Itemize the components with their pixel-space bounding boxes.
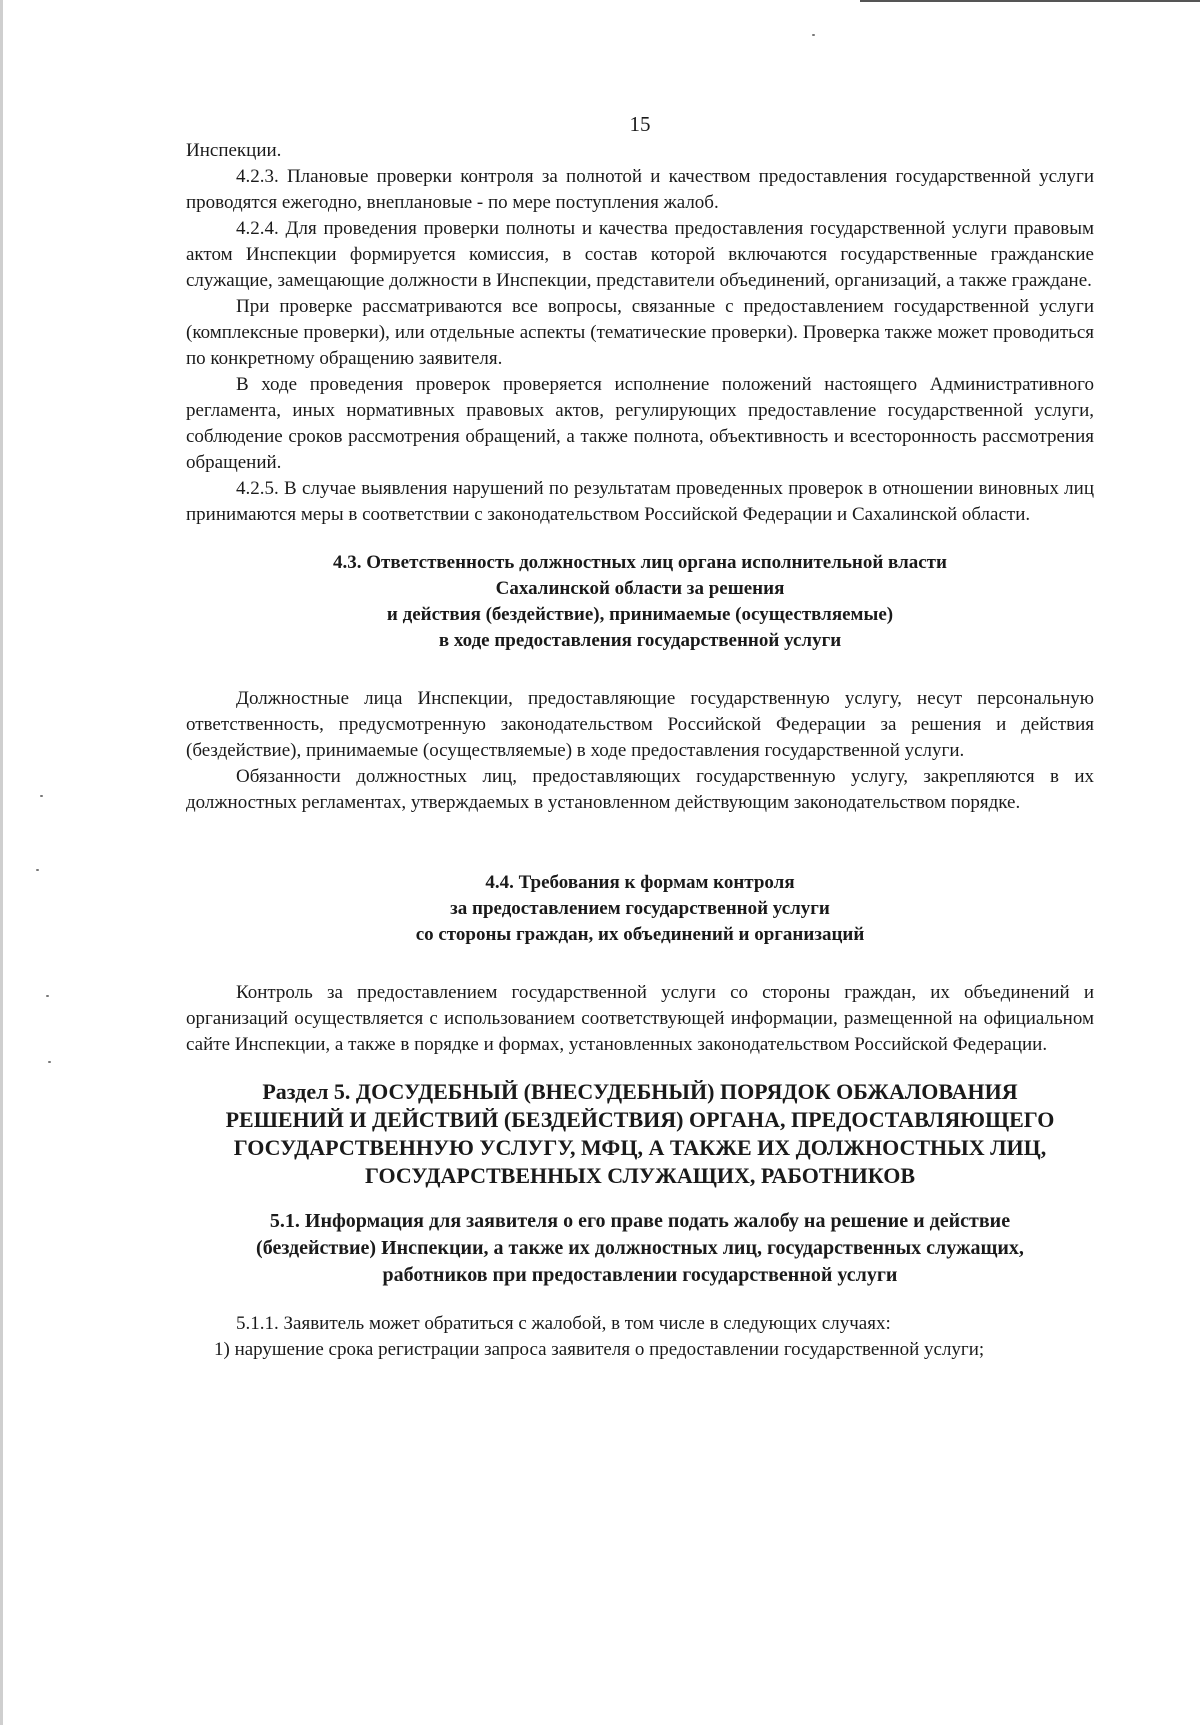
scan-left-edge	[0, 0, 3, 1725]
page-number: 15	[629, 112, 651, 136]
paragraph-4-2-3: 4.2.3. Плановые проверки контроля за полнотой и качеством предоставления государственной услуги проводятся ежегодно, внеплановые - по мере поступления жалоб.	[186, 166, 1094, 213]
heading-line: за предоставлением государственной услуги	[450, 898, 830, 919]
heading-line: ГОСУДАРСТВЕННЫХ СЛУЖАЩИХ, РАБОТНИКОВ	[365, 1163, 915, 1188]
heading-line: 4.4. Требования к формам контроля	[485, 872, 795, 893]
paragraph-4-2-4: 4.2.4. Для проведения проверки полноты и качества предоставления государственной услуги правовым актом Инспекции формируется комиссия, в состав которой включаются государственные гражданские служащие, замещающие должности в Инспекции, представители объединений, организаций, а также граждане.	[186, 218, 1094, 291]
heading-5-1	[186, 1208, 1094, 1289]
heading-line: и действия (бездействие), принимаемые (осуществляемые)	[386, 604, 894, 625]
paragraph-4-4-control: Контроль за предоставлением государственной услуги со стороны граждан, их объединений и организаций осуществляется с использованием соответствующей информации, размещенной на официальном сайте Инспекции, а также в порядке и формах, установленных законодательством Российской Федерации.	[186, 982, 1094, 1055]
scan-speck	[812, 34, 815, 36]
paragraph-continuation: Инспекции.	[186, 140, 282, 161]
heading-line: работников при предоставлении государственной услуги	[382, 1264, 898, 1286]
scan-speck	[48, 1061, 51, 1063]
heading-line: Сахалинской области за решения	[495, 578, 785, 599]
scan-top-edge	[860, 0, 1200, 2]
document-body	[186, 138, 1094, 1363]
scan-speck	[36, 869, 39, 871]
paragraph-4-3-responsibility: Должностные лица Инспекции, предоставляющие государственную услугу, несут персональную ответственность, предусмотренную законодательством Российской Федерации за решения и действия (бездействие), принимаемые (осуществляемые) в ходе предоставления государственной услуги.	[186, 688, 1094, 761]
paragraph-5-1-1: 5.1.1. Заявитель может обратиться с жалобой, в том числе в следующих случаях:	[236, 1313, 891, 1334]
heading-section-5	[186, 1078, 1094, 1190]
heading-line: со стороны граждан, их объединений и организаций	[415, 924, 865, 945]
scan-speck	[40, 795, 43, 797]
heading-line: РЕШЕНИЙ И ДЕЙСТВИЙ (БЕЗДЕЙСТВИЯ) ОРГАНА, ПРЕДОСТАВЛЯЮЩЕГО	[225, 1107, 1055, 1132]
heading-line: в ходе предоставления государственной услуги	[438, 630, 842, 651]
paragraph-checks-content: В ходе проведения проверок проверяется исполнение положений настоящего Административного регламента, иных нормативных правовых актов, регулирующих предоставление государственной услуги, соблюдение сроков рассмотрения обращений, а также полнота, объективность и всесторонность рассмотрения обращений.	[186, 374, 1094, 473]
heading-line: Раздел 5. ДОСУДЕБНЫЙ (ВНЕСУДЕБНЫЙ) ПОРЯДОК ОБЖАЛОВАНИЯ	[262, 1079, 1018, 1104]
paragraph-checks-scope: При проверке рассматриваются все вопросы, связанные с предоставлением государственной услуги (комплексные проверки), или отдельные аспекты (тематические проверки). Проверка также может проводиться по конкретному обращению заявителя.	[186, 296, 1094, 369]
heading-line: (бездействие) Инспекции, а также их должностных лиц, государственных служащих,	[256, 1237, 1024, 1259]
heading-line: 4.3. Ответственность должностных лиц органа исполнительной власти	[333, 552, 947, 573]
paragraph-4-3-duties: Обязанности должностных лиц, предоставляющих государственную услугу, закрепляются в их должностных регламентах, утверждаемых в установленном действующим законодательством порядке.	[186, 766, 1094, 813]
list-item-1: 1) нарушение срока регистрации запроса заявителя о предоставлении государственной услуги;	[214, 1339, 985, 1360]
heading-line: 5.1. Информация для заявителя о его праве подать жалобу на решение и действие	[269, 1210, 1011, 1232]
scan-speck	[46, 995, 49, 997]
paragraph-4-2-5: 4.2.5. В случае выявления нарушений по результатам проведенных проверок в отношении виновных лиц принимаются меры в соответствии с законодательством Российской Федерации и Сахалинской области.	[186, 478, 1094, 525]
heading-line: ГОСУДАРСТВЕННУЮ УСЛУГУ, МФЦ, А ТАКЖЕ ИХ ДОЛЖНОСТНЫХ ЛИЦ,	[233, 1135, 1047, 1160]
heading-4-3	[186, 550, 1094, 654]
heading-4-4	[186, 870, 1094, 948]
